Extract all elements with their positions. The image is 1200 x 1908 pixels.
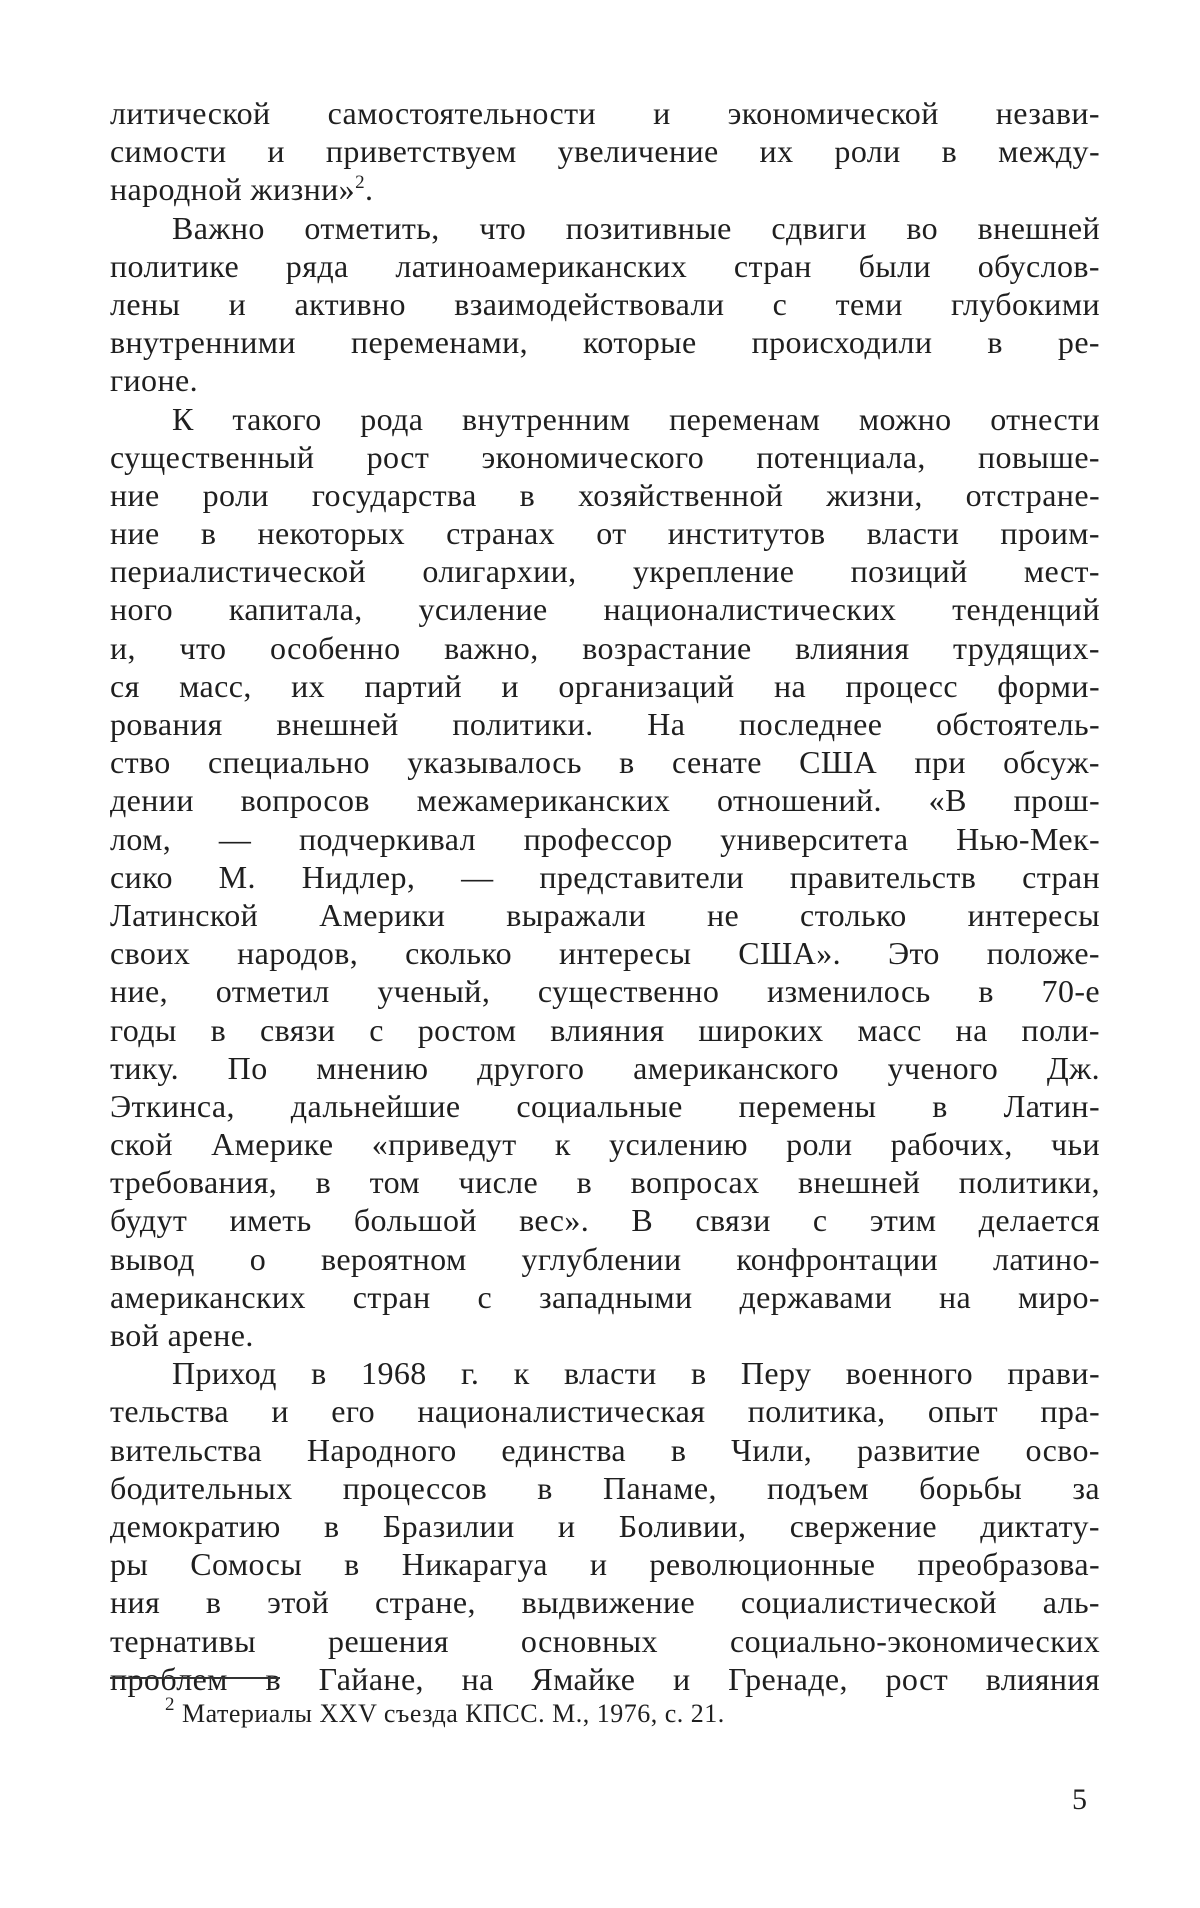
text-line: тельства и его националистическая политика, опыт пра- — [110, 1393, 1100, 1430]
text-line: американских стран с западными державами на миро- — [110, 1278, 1100, 1315]
text-line: ние в некоторых странах от институтов власти проим- — [110, 515, 1100, 552]
text-line: ся масс, их партий и организаций на процесс форми- — [110, 667, 1100, 704]
text-line: гионе. — [110, 362, 198, 399]
text-line-content: народной жизни» — [110, 171, 356, 208]
text-line: периалистической олигархии, укрепление позиций мест- — [110, 553, 1100, 590]
page-number: 5 — [1072, 1783, 1087, 1816]
text-line: литической самостоятельности и экономической незави- — [110, 95, 1100, 131]
text-line: рования внешней политики. На последнее обстоятель- — [110, 706, 1100, 742]
text-line: проблем в Гайане, на Ямайке и Гренаде, рост влияния — [110, 1660, 1100, 1697]
text-line: ской Америке «приведут к усилению роли рабочих, чьи — [110, 1126, 1100, 1163]
text-line: Важно отметить, что позитивные сдвиги во внешней — [172, 209, 1100, 246]
text-line: своих народов, сколько интересы США». Это положе- — [110, 935, 1100, 972]
text-line: К такого рода внутренним переменам можно отнести — [172, 400, 1100, 437]
text-line: вой арене. — [110, 1317, 254, 1353]
text-line: вывод о вероятном углублении конфронтации латино- — [110, 1240, 1100, 1277]
text-line: политике ряда латиноамериканских стран были обуслов- — [110, 247, 1100, 284]
text-line: лены и активно взаимодействовали с теми глубокими — [110, 285, 1100, 322]
text-line: дении вопросов межамериканских отношений. «В прош- — [110, 782, 1100, 819]
text-line — [110, 170, 1100, 208]
text-line: существенный рост экономического потенциала, повыше- — [110, 438, 1100, 475]
footnote — [165, 1694, 725, 1730]
text-line: Приход в 1968 г. к власти в Перу военного прави- — [172, 1355, 1100, 1392]
text-line: вительства Народного единства в Чили, развитие осво- — [110, 1431, 1100, 1468]
footnote-reference[interactable]: 2 — [355, 172, 365, 194]
text-line: и, что особенно важно, возрастание влияния трудящих- — [110, 629, 1100, 666]
text-line: лом, — подчеркивал профессор университета Нью-Мек- — [110, 820, 1100, 857]
text-line: бодительных процессов в Панаме, подъем борьбы за — [110, 1469, 1100, 1506]
footnote-mark: 2 — [165, 1694, 175, 1715]
text-line: демократию в Бразилии и Боливии, свержение диктату- — [110, 1507, 1100, 1544]
text-line: ния в этой стране, выдвижение социалистической аль- — [110, 1584, 1100, 1621]
footnote-divider — [110, 1677, 280, 1679]
text-line: ние роли государства в хозяйственной жизни, отстране- — [110, 476, 1100, 513]
text-line: Эткинса, дальнейшие социальные перемены в Латин- — [110, 1087, 1100, 1124]
text-line: сико М. Нидлер, — представители правительств стран — [110, 858, 1100, 895]
paragraph — [110, 400, 1100, 1355]
text-line: ние, отметил ученый, существенно изменилось в 70-е — [110, 973, 1100, 1010]
text-line: тику. По мнению другого американского ученого Дж. — [110, 1049, 1100, 1086]
text-line: ры Сомосы в Никарагуа и революционные преобразова- — [110, 1546, 1100, 1583]
paragraph — [110, 209, 1100, 400]
text-line: тернативы решения основных социально-экономических — [110, 1622, 1100, 1659]
paragraph — [110, 1354, 1100, 1698]
text-line: требования, в том числе в вопросах внешней политики, — [110, 1164, 1100, 1201]
page-body — [110, 94, 1100, 1698]
text-line: годы в связи с ростом влияния широких масс на поли- — [110, 1011, 1100, 1048]
text-line: будут иметь большой вес». В связи с этим делается — [110, 1202, 1100, 1239]
paragraph — [110, 94, 1100, 209]
footnote-text: Материалы XXV съезда КПСС. М., 1976, с. 21. — [182, 1699, 725, 1728]
text-line: симости и приветствуем увеличение их роли в между- — [110, 133, 1100, 170]
text-line: ного капитала, усиление националистических тенденций — [110, 591, 1100, 628]
text-line: внутренними переменами, которые происходили в ре- — [110, 324, 1100, 361]
text-line: ство специально указывалось в сенате США при обсуж- — [110, 744, 1100, 781]
text-line: Латинской Америки выражали не столько интересы — [110, 896, 1100, 933]
sentence-end: . — [364, 171, 374, 208]
